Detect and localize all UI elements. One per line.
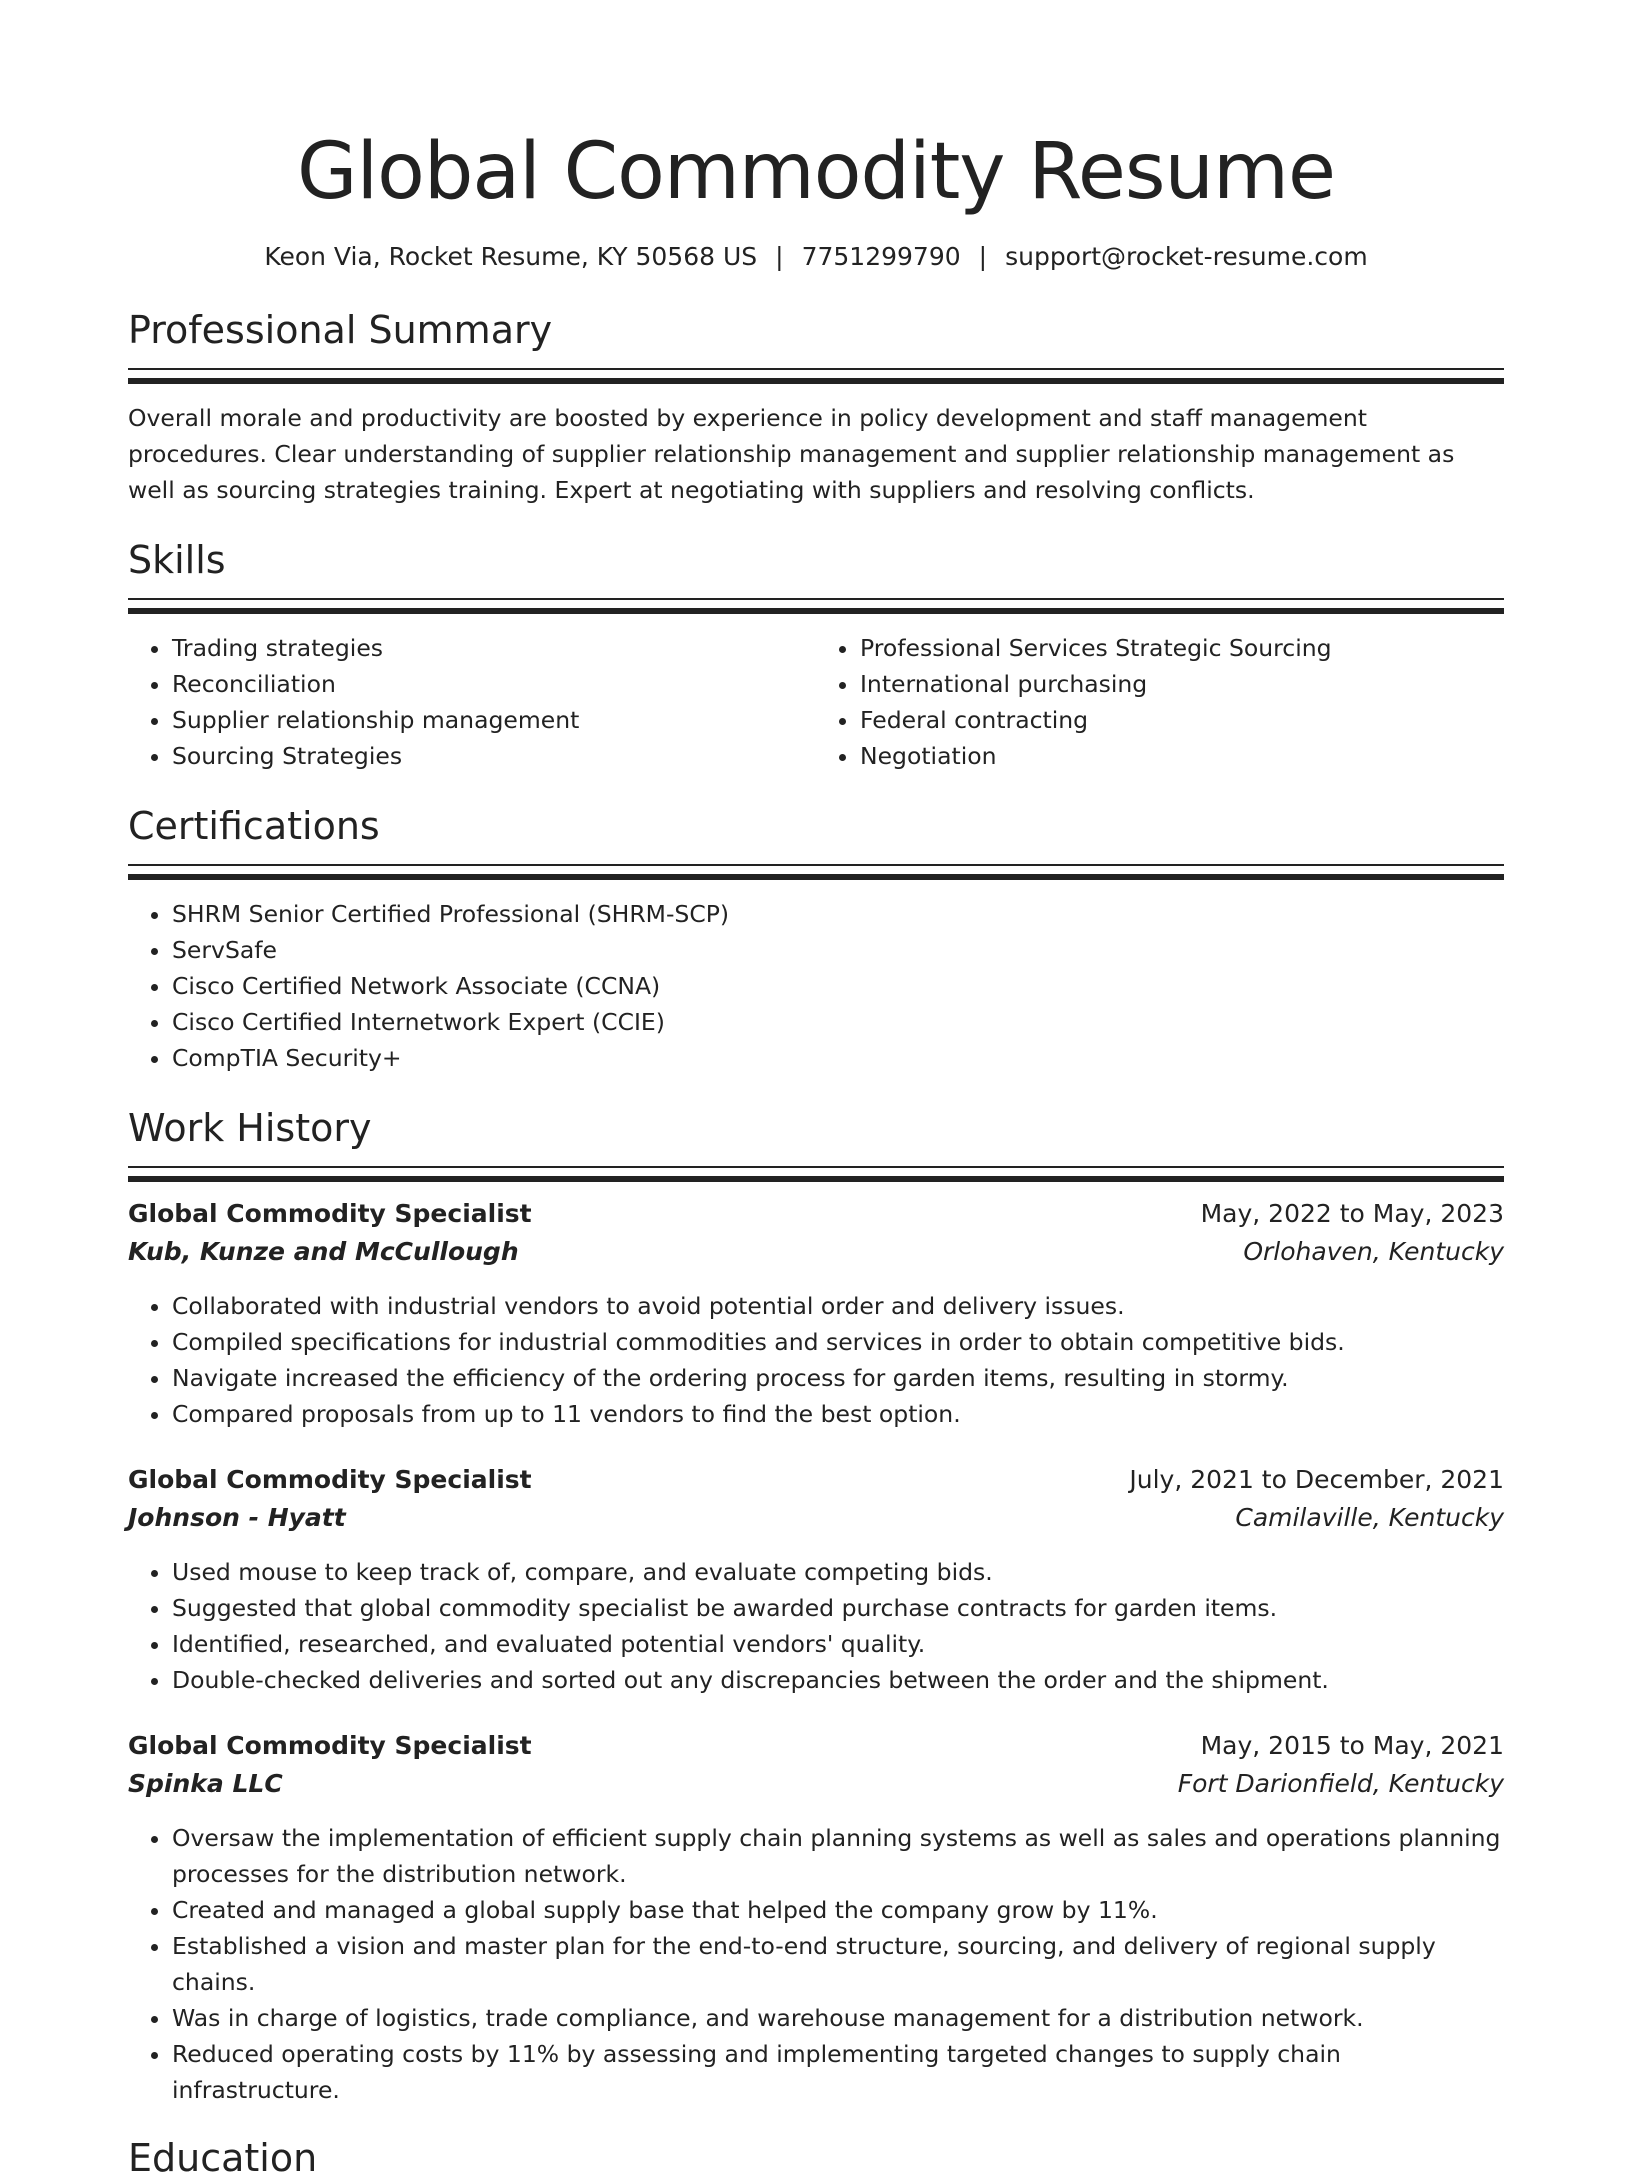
skill-item: • Negotiation — [860, 738, 1504, 774]
job-bullet: • Reduced operating costs by 11% by assessing and implementing targeted changes to supply chain infrastructure. — [172, 2036, 1504, 2108]
job-bullet: • Collaborated with industrial vendors to avoid potential order and delivery issues. — [172, 1288, 1504, 1324]
certifications-list — [128, 896, 1504, 1076]
skill-item: • Sourcing Strategies — [172, 738, 816, 774]
contact-line — [128, 240, 1504, 274]
summary-heading: Professional Summary — [128, 308, 553, 352]
job-bullet: • Identified, researched, and evaluated potential vendors' quality. — [172, 1626, 1504, 1662]
summary-text: Overall morale and productivity are boosted by experience in policy development and staff management procedures. Clear understanding of supplier relationship management and supplier relationship management as well as sourcing strategies training. Expert at negotiating with suppliers and resolving conflicts. — [128, 404, 1455, 504]
job-bullet: • Compared proposals from up to 11 vendors to find the best option. — [172, 1396, 1504, 1432]
page-title: Global Commodity Resume — [297, 127, 1335, 217]
job-entry — [128, 1196, 1504, 1432]
job-bullet: • Established a vision and master plan for the end-to-end structure, sourcing, and delivery of regional supply chains. — [172, 1928, 1504, 2000]
job-entry — [128, 1462, 1504, 1698]
skills-section — [128, 536, 1504, 774]
section-divider — [128, 598, 1504, 614]
certifications-heading: Certifications — [128, 804, 380, 848]
skills-grid — [128, 630, 1504, 774]
job-company: Johnson - Hyatt — [128, 1503, 346, 1532]
work-history-section — [128, 1104, 1504, 2108]
certification-item: • ServSafe — [172, 932, 1504, 968]
certification-item: • Cisco Certified Internetwork Expert (CCIE) — [172, 1004, 1504, 1040]
contact-separator: | — [775, 242, 784, 271]
job-title: Global Commodity Specialist — [128, 1199, 532, 1228]
skill-item: • Federal contracting — [860, 702, 1504, 738]
skill-item: • Trading strategies — [172, 630, 816, 666]
job-location: Orlohaven, Kentucky — [1243, 1237, 1504, 1266]
section-divider — [128, 368, 1504, 384]
job-bullet: • Double-checked deliveries and sorted out any discrepancies between the order and the shipment. — [172, 1662, 1504, 1698]
education-section — [128, 2134, 1504, 2182]
certifications-section — [128, 802, 1504, 1076]
certification-item: • Cisco Certified Network Associate (CCNA) — [172, 968, 1504, 1004]
work-history-heading: Work History — [128, 1106, 372, 1150]
job-entry — [128, 1728, 1504, 2108]
job-dates: May, 2022 to May, 2023 — [1200, 1199, 1504, 1228]
job-bullet: • Used mouse to keep track of, compare, and evaluate competing bids. — [172, 1554, 1504, 1590]
contact-separator: | — [978, 242, 988, 271]
job-bullet: • Was in charge of logistics, trade compliance, and warehouse management for a distribution network. — [172, 2000, 1504, 2036]
job-bullet: • Suggested that global commodity specialist be awarded purchase contracts for garden items. — [172, 1590, 1504, 1626]
job-bullets — [128, 1554, 1504, 1698]
skill-item: • Professional Services Strategic Sourcing — [860, 630, 1504, 666]
job-location: Fort Darionfield, Kentucky — [1177, 1769, 1504, 1798]
job-title: Global Commodity Specialist — [128, 1465, 532, 1494]
contact-address: Keon Via, Rocket Resume, KY 50568 US — [264, 242, 758, 271]
certification-item: • SHRM Senior Certified Professional (SHRM-SCP) — [172, 896, 1504, 932]
skill-item: • Reconciliation — [172, 666, 816, 702]
job-bullets — [128, 1820, 1504, 2108]
job-bullet: • Created and managed a global supply base that helped the company grow by 11%. — [172, 1892, 1504, 1928]
skills-column-right — [816, 630, 1504, 774]
skill-item: • Supplier relationship management — [172, 702, 816, 738]
job-dates: July, 2021 to December, 2021 — [1129, 1465, 1504, 1494]
certification-item: • CompTIA Security+ — [172, 1040, 1504, 1076]
skill-item: • International purchasing — [860, 666, 1504, 702]
job-title: Global Commodity Specialist — [128, 1731, 532, 1760]
job-bullet: • Oversaw the implementation of efficient supply chain planning systems as well as sales and operations planning processes for the distribution network. — [172, 1820, 1504, 1892]
summary-section — [128, 306, 1504, 508]
job-dates: May, 2015 to May, 2021 — [1200, 1731, 1504, 1760]
skills-heading: Skills — [128, 538, 226, 582]
contact-phone: 7751299790 — [801, 242, 961, 271]
job-bullets — [128, 1288, 1504, 1432]
job-location: Camilaville, Kentucky — [1235, 1503, 1504, 1532]
job-bullet: • Navigate increased the efficiency of the ordering process for garden items, resulting in stormy. — [172, 1360, 1504, 1396]
section-divider — [128, 1166, 1504, 1182]
contact-email: support@rocket-resume.com — [1005, 242, 1368, 271]
education-heading: Education — [128, 2136, 318, 2180]
job-bullet: • Compiled specifications for industrial commodities and services in order to obtain competitive bids. — [172, 1324, 1504, 1360]
job-company: Spinka LLC — [128, 1769, 283, 1798]
job-company: Kub, Kunze and McCullough — [128, 1237, 519, 1266]
skills-column-left — [128, 630, 816, 774]
section-divider — [128, 864, 1504, 880]
